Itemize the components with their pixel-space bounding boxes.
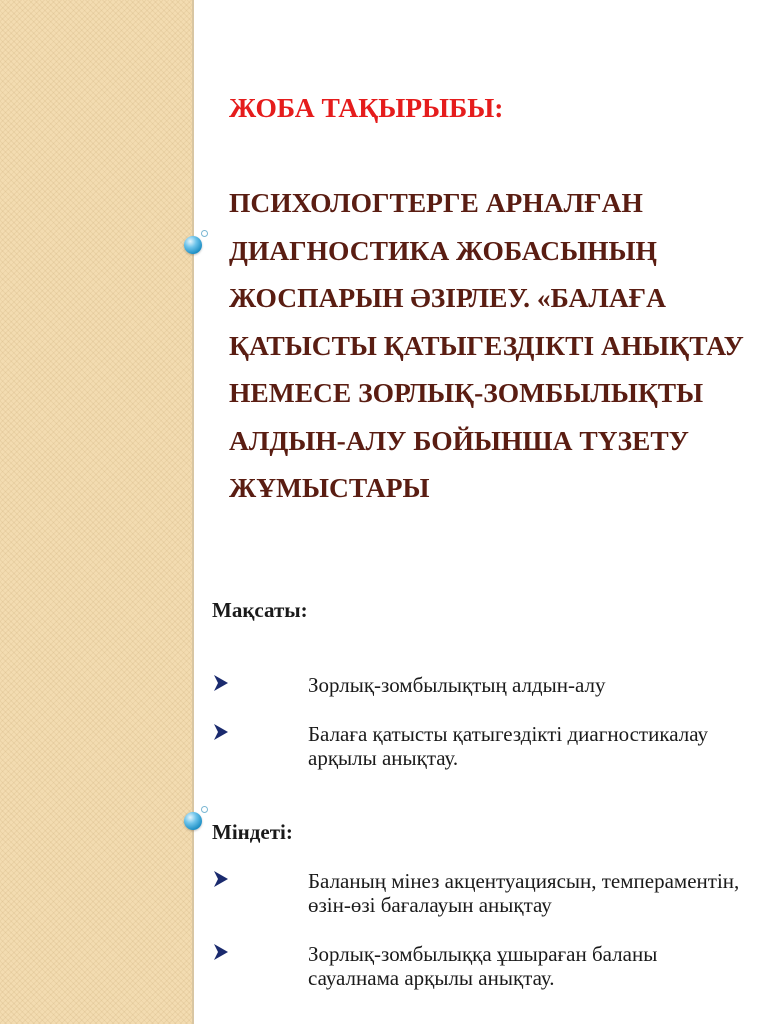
goal-text: Зорлық-зомбылықтың алдын-алу: [308, 673, 606, 697]
list-item: [212, 869, 752, 917]
arrow-bullet-icon: [214, 944, 228, 960]
blue-sphere-bullet-icon: [184, 812, 202, 830]
blue-sphere-bullet-icon: [184, 236, 202, 254]
arrow-bullet-icon: [214, 675, 228, 691]
arrow-bullet-icon: [214, 871, 228, 887]
tasks-list: [212, 869, 752, 990]
list-item: [212, 942, 752, 990]
title-spacer: [229, 132, 749, 180]
tasks-heading: Міндеті:: [212, 820, 293, 844]
slide-title: [229, 84, 749, 512]
project-topic: ПСИХОЛОГТЕРГЕ АРНАЛҒАН ДИАГНОСТИКА ЖОБАСЫНЫҢ ЖОСПАРЫН ӘЗІРЛЕУ. «БАЛАҒА ҚАТЫСТЫ ҚАТЫГЕЗДІКТІ АНЫҚТАУ НЕМЕСЕ ЗОРЛЫҚ-ЗОМБЫЛЫҚТЫ АЛДЫН-АЛУ БОЙЫНША ТҮЗЕТУ ЖҰМЫСТАРЫ: [229, 187, 744, 503]
goals-list: [212, 673, 752, 770]
arrow-bullet-icon: [214, 724, 228, 740]
task-text: Зорлық-зомбылыққа ұшыраған баланы сауалнама арқылы анықтау.: [308, 942, 658, 990]
goals-heading: Мақсаты:: [212, 598, 308, 622]
decorative-side-panel: [0, 0, 192, 1024]
task-text: Баланың мінез акцентуациясын, темпераментін, өзін-өзі бағалауын анықтау: [308, 869, 740, 917]
small-ring-icon: [201, 230, 208, 237]
list-item: [212, 673, 752, 697]
small-ring-icon: [201, 806, 208, 813]
list-item: [212, 722, 752, 770]
title-label: ЖОБА ТАҚЫРЫБЫ:: [229, 92, 504, 123]
side-panel-border: [192, 0, 194, 1024]
goal-text: Балаға қатысты қатыгездікті диагностикалау арқылы анықтау.: [308, 722, 708, 770]
